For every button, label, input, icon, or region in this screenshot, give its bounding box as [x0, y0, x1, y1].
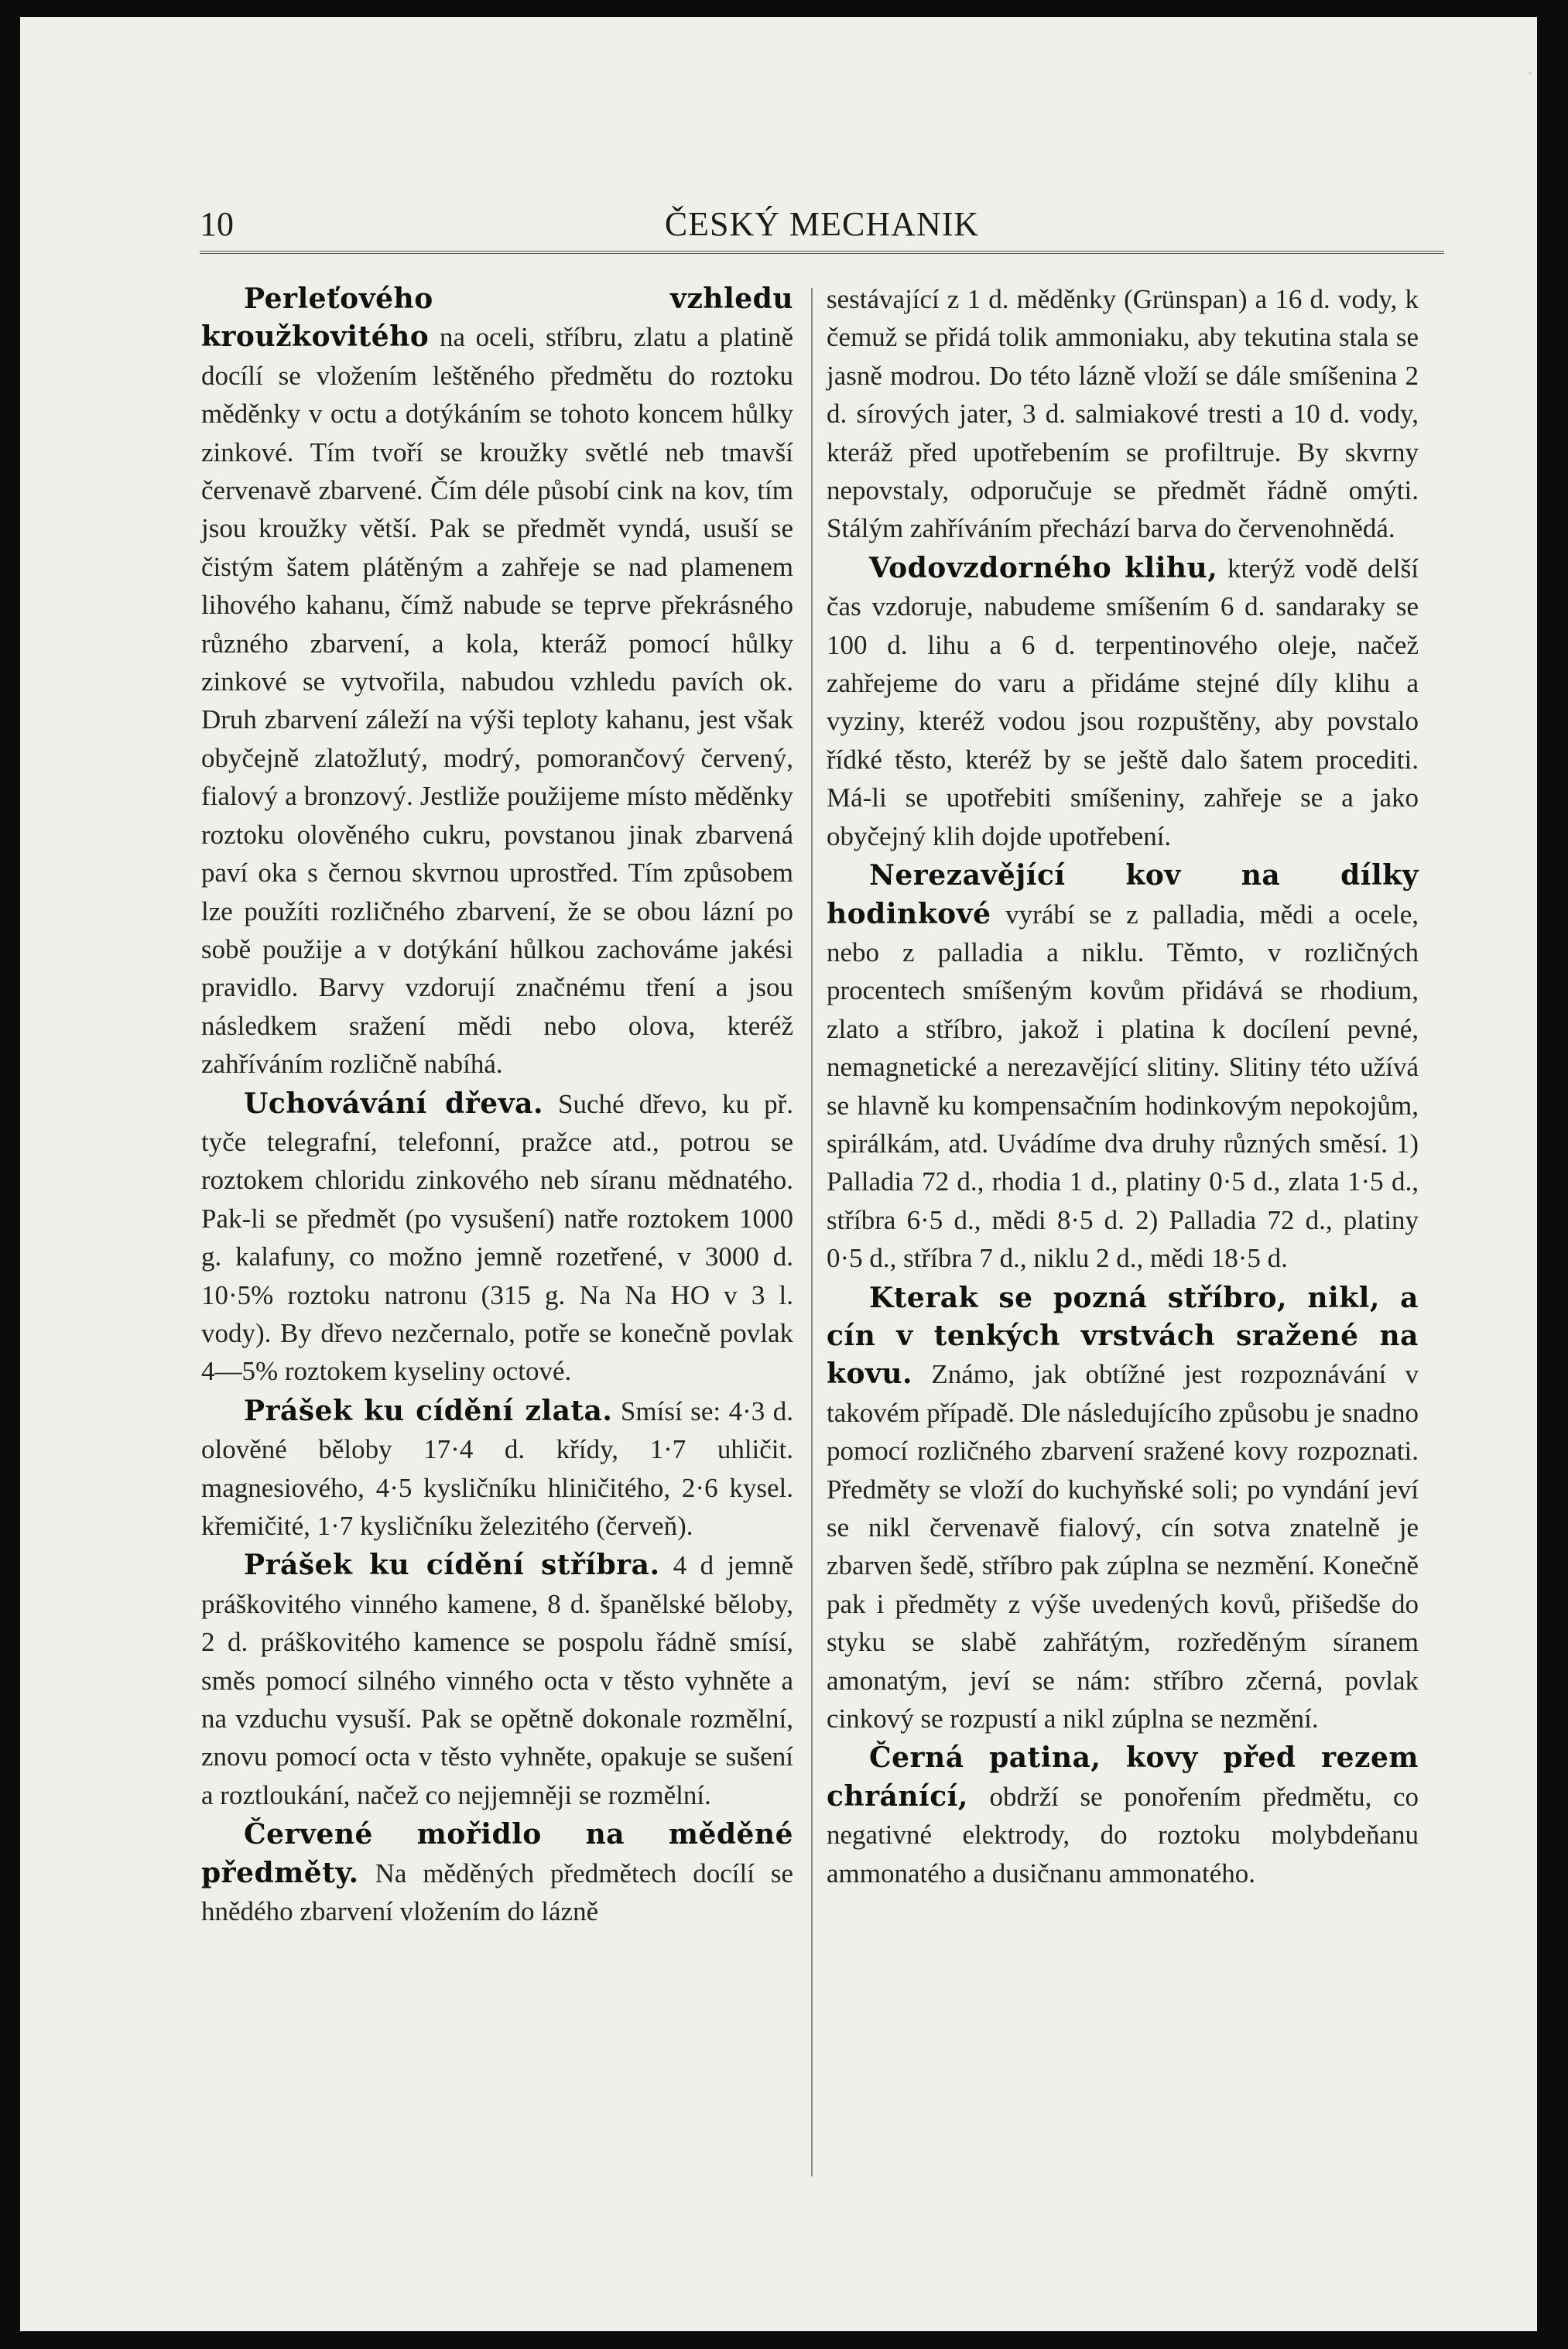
article-heading: Černá patina, kovy před rezem chránící,	[827, 1741, 1419, 1813]
article-text: obdrží se ponořením předmětu, co negativné elektrody, do roztoku molybdeňanu ammonatého a dusičnanu ammonatého.	[827, 1781, 1419, 1888]
article-cervene-moridlo	[201, 1816, 793, 1930]
article-uchovavani-dreva	[201, 1085, 793, 1391]
article-heading: Perleťového vzhledu kroužkovitého	[201, 282, 793, 354]
article-text: Na měděných předmětech docílí se hnědého zbarvení vložením do lázně	[201, 1858, 793, 1927]
article-prasek-stribro	[201, 1546, 793, 1814]
right-column	[827, 280, 1419, 1892]
article-continuation	[827, 280, 1419, 548]
running-title: ČESKÝ MECHANIK	[664, 205, 980, 243]
article-heading: Nerezavějící kov na dílky hodinkové	[827, 859, 1419, 930]
scan-corner-mark: ·	[1526, 60, 1534, 87]
article-perletovy-vzhled	[201, 280, 793, 1084]
article-cerna-patina	[827, 1739, 1419, 1892]
header-rule	[200, 251, 1444, 254]
article-stribro-nikl-cin	[827, 1279, 1419, 1738]
article-heading: Prášek ku cídění stříbra.	[244, 1549, 660, 1582]
article-text: kterýž vodě delší čas vzdoruje, nabudeme smíšením 6 d. sandaraky se 100 d. lihu a 6 d. terpentinového oleje, načež zahřejeme do varu a přidáme stejné díly klihu a vyziny, kteréž vodou jsou rozpuštěny, aby povstalo řídké těsto, kteréž by se ještě dalo šatem procediti. Má-li se upotřebiti smíšeniny, zahřeje se a jako obyčejný klih dojde upotřebení.	[827, 553, 1419, 851]
article-prasek-zlato	[201, 1392, 793, 1546]
article-heading: Vodovzdorného klihu,	[869, 551, 1218, 584]
page-number: 10	[200, 205, 234, 243]
article-heading: Kterak se pozná stříbro, nikl, a cín v tenkých vrstvách sražené na kovu.	[827, 1281, 1419, 1391]
page-header	[200, 197, 1444, 243]
article-text: Známo, jak obtížné jest rozpoznávání v takovém případě. Dle následujícího způsobu je snadno pomocí rozličného zbarvení sražené kovy rozpoznati. Předměty se vloží do kuchyňské soli; po vyndání jeví se nikl červenavě fialový, cín sotva znatelně je zbarven šedě, stříbro pak zúplna se nezmění. Konečně pak i předměty z výše uvedených kovů, přišedše do styku se slabě zahřátým, rozředěným síranem amonatým, jeví se nám: stříbro zčerná, povlak cinkový se rozpustí a nikl zúplna se nezmění.	[827, 1359, 1419, 1734]
article-text: 4 d jemně práškovitého vinného kamene, 8 d. španělské běloby, 2 d. práškovitého kamence se pospolu řádně smísí, směs pomocí silného vinného octa v těsto vyhněte a na vzduchu vysuší. Pak se opětně dokonale rozmělní, znovu pomocí octa v těsto vyhněte, opakuje se sušení a roztloukání, načež co nejjemněji se rozmělní.	[201, 1550, 793, 1810]
article-heading: Prášek ku cídění zlata.	[244, 1394, 613, 1427]
article-text: sestávající z 1 d. měděnky (Grünspan) a 16 d. vody, k čemuž se přidá tolik ammoniaku, aby tekutina stala se jasně modrou. Do této lázně vloží se dále smíšenina 2 d. sírových jater, 3 d. salmiakové tresti a 10 d. vody, kteráž před upotřebením se profiltruje. By skvrny nepovstaly, odporučuje se předmět řádně omýti. Stálým zahříváním přechází barva do červenohnědá.	[827, 284, 1419, 544]
scanned-page	[20, 17, 1537, 2331]
article-text: Smísí se: 4·3 d. olověné běloby 17·4 d. křídy, 1·7 uhličit. magnesiového, 4·5 kysličníku hliničitého, 2·6 kysel. křemičité, 1·7 kysličníku železitého (červeň).	[201, 1395, 793, 1541]
article-text: na oceli, stříbru, zlatu a platině docílí se vložením leštěného předmětu do roztoku měděnky v octu a dotýkáním se tohoto koncem hůlky zinkové. Tím tvoří se kroužky světlé neb tmavší červenavě zbarvené. Čím déle působí cink na kov, tím jsou kroužky větší. Pak se předmět vyndá, usuší se čistým šatem plátěným a zahřeje se nad plamenem lihového kahanu, čímž nabude se teprve překrásného různého zbarvení, a kola, kteráž pomocí hůlky zinkové se vytvořila, nabudou vzhledu pavích ok. Druh zbarvení záleží na výši teploty kahanu, jest však obyčejně zlatožlutý, modrý, pomorančový červený, fialový a bronzový. Jestliže použijeme místo měděnky roztoku olověného cukru, povstanou jinak zbarvená paví oka s černou skvrnou uprostřed. Tím způsobem lze použíti rozličného zbarvení, že se obou lázní po sobě použije a v dotýkání hůlkou zachováme jakési pravidlo. Barvy vzdorují značnému tření a jsou následkem sražení mědi nebo olova, kteréž zahříváním rozličně nabíhá.	[201, 322, 793, 1080]
column-divider	[811, 288, 813, 2176]
article-text: vyrábí se z palladia, mědi a ocele, nebo z palladia a niklu. Těmto, v rozličných procentech smíšeným kovům přidává se rhodium, zlato a stříbro, jakož i platina k docílení pevné, nemagnetické a nerezavějící slitiny. Slitiny této užívá se hlavně ku kompensačním hodinkovým nepokojům, spirálkám, atd. Uvádíme dva druhy různých směsí. 1) Palladia 72 d., rhodia 1 d., platiny 0·5 d., zlata 1·5 d., stříbra 6·5 d., mědi 8·5 d. 2) Palladia 72 d., platiny 0·5 d., stříbra 7 d., niklu 2 d., mědi 18·5 d.	[827, 899, 1419, 1274]
article-heading: Uchovávání dřeva.	[244, 1087, 543, 1120]
article-nerezavejici-kov	[827, 857, 1419, 1277]
article-text: Suché dřevo, ku př. tyče telegrafní, telefonní, pražce atd., potrou se roztokem chloridu zinkového neb síranu mědnatého. Pak-li se předmět (po vysušení) natře roztokem 1000 g. kalafuny, co možno jemně rozetřené, v 3000 d. 10·5% roztoku natronu (315 g. Na Na HO v 3 l. vody). By dřevo nezčernalo, potře se konečně povlak 4—5% roztokem kyseliny octové.	[201, 1088, 793, 1387]
left-column	[201, 280, 793, 1930]
article-vodovzdorny-klih	[827, 550, 1419, 855]
article-heading: Červené mořidlo na měděné předměty.	[201, 1818, 793, 1889]
